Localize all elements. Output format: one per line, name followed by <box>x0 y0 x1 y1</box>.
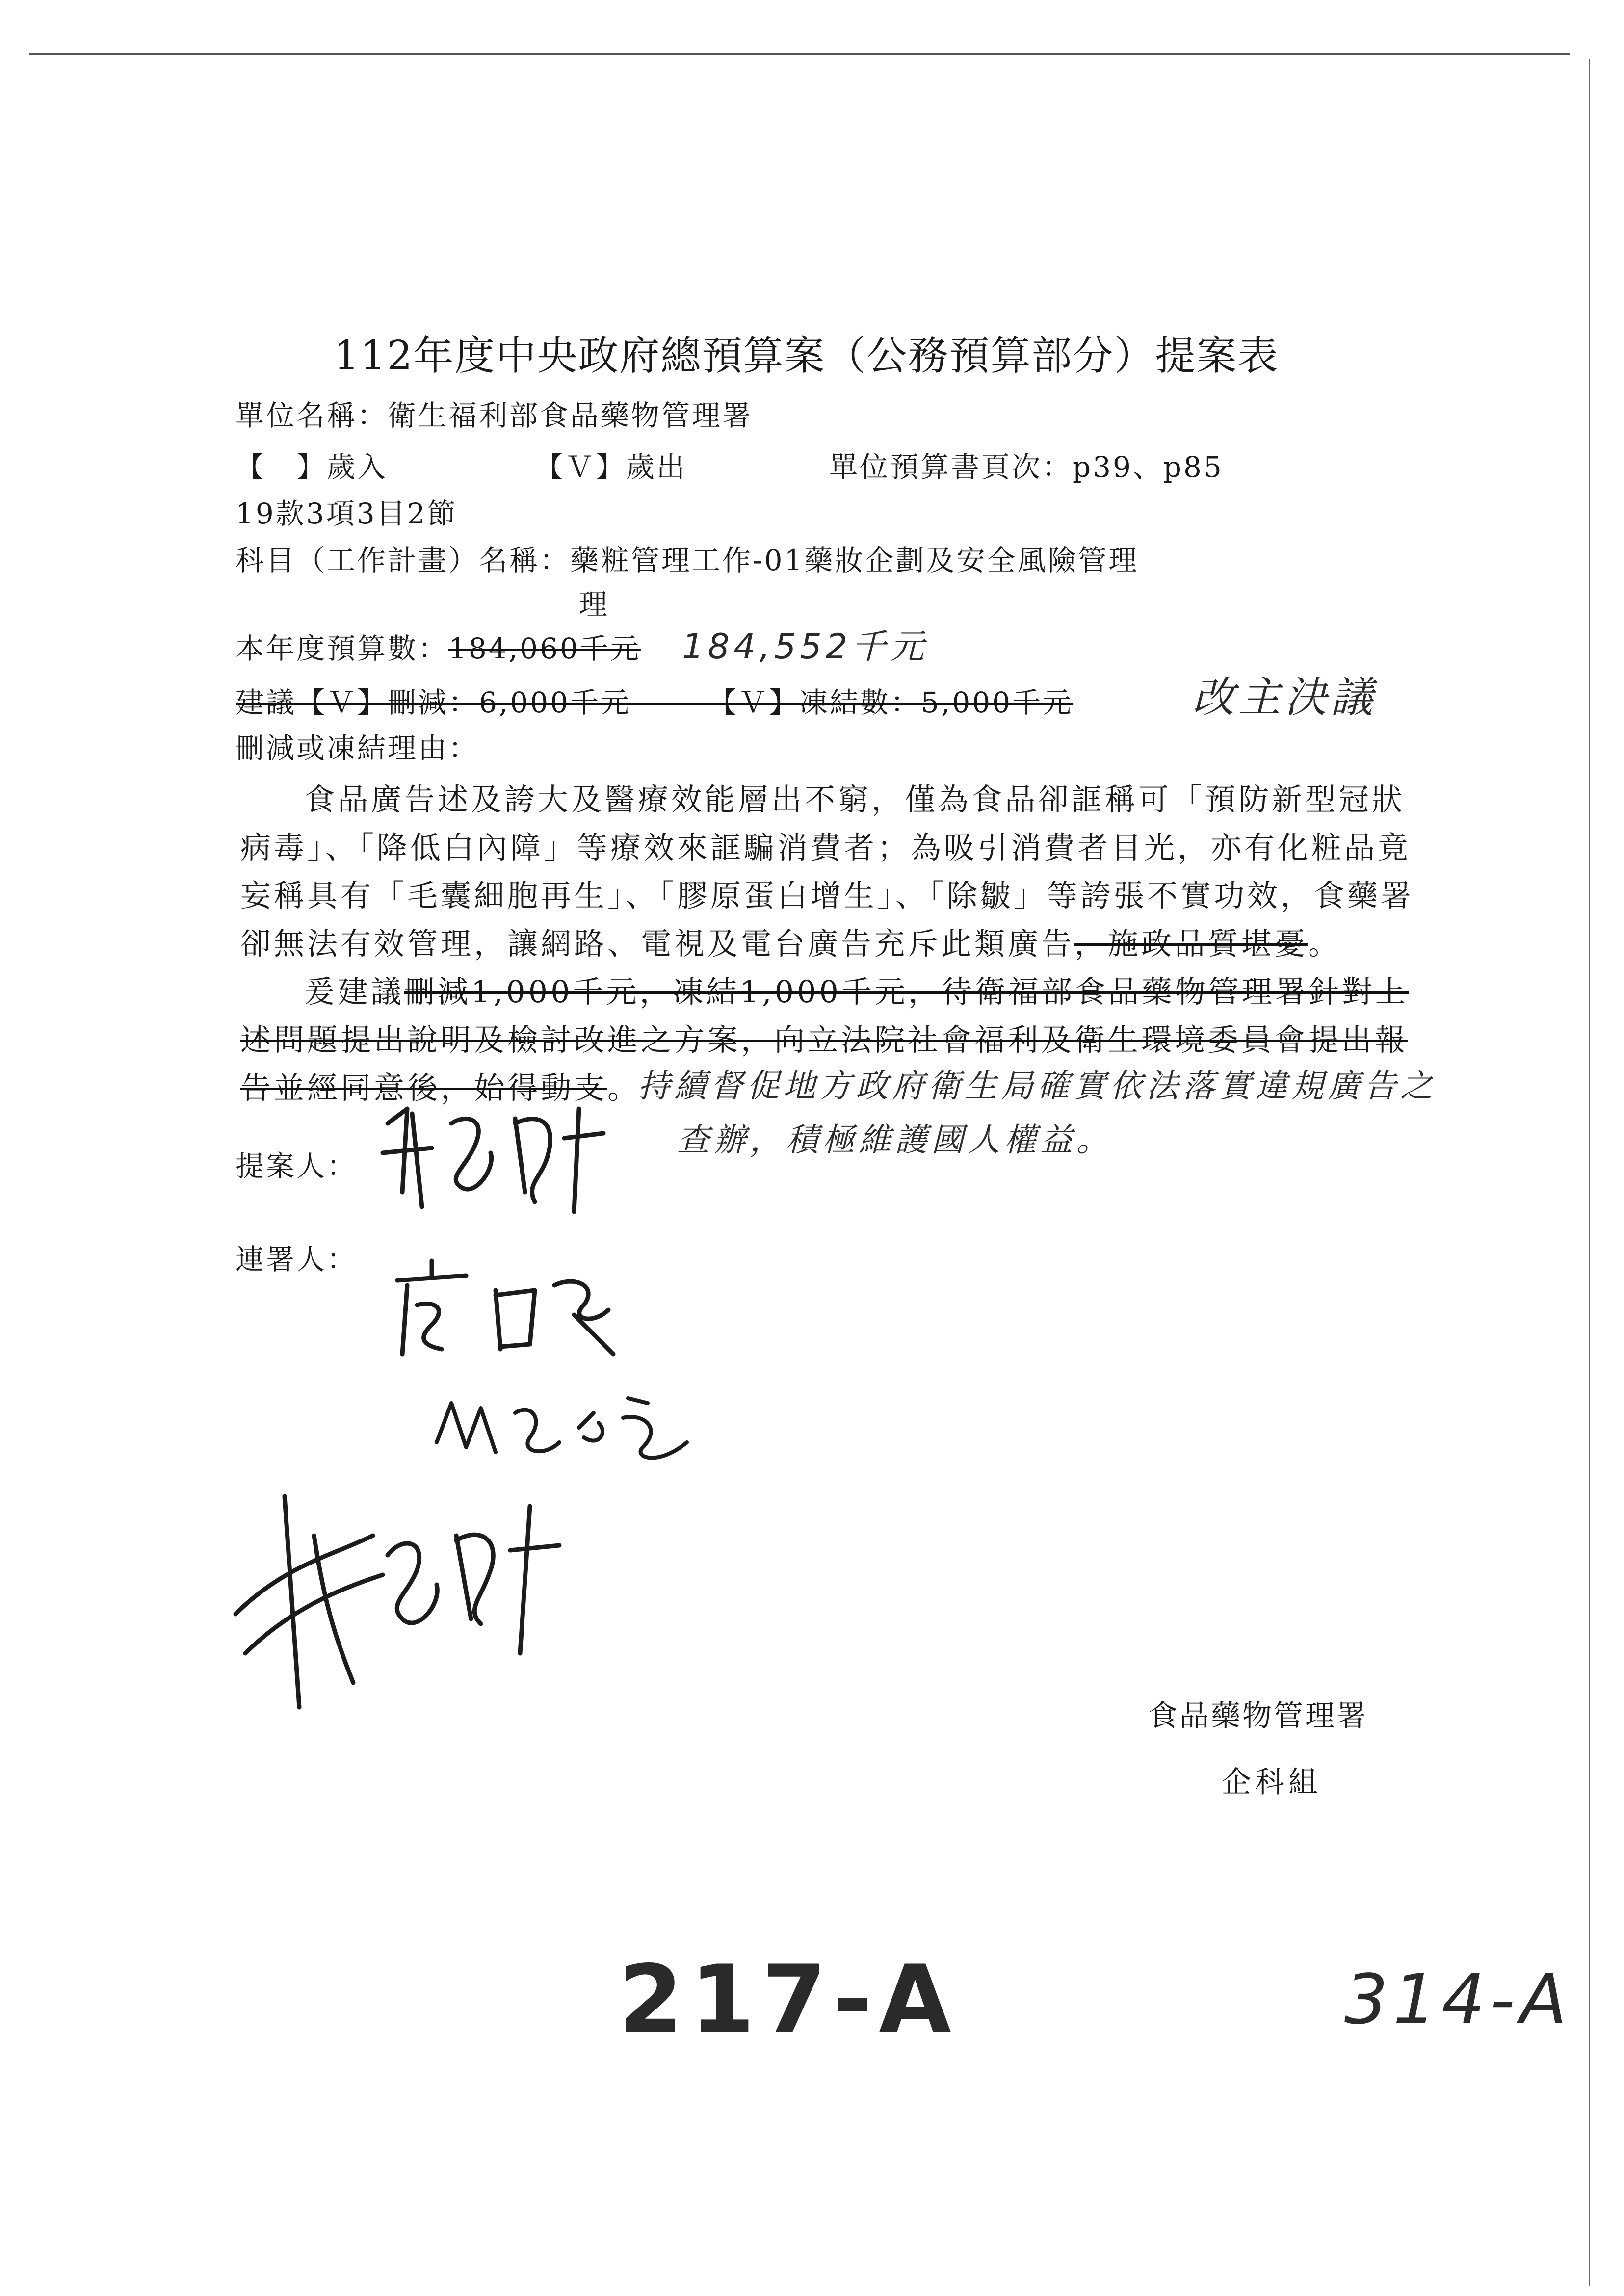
cosigner-signature-3 <box>226 1477 579 1714</box>
proposal-struck-line: 建議【Ｖ】刪減：6,000千元 【Ｖ】凍結數：5,000千元 <box>236 686 1074 719</box>
handwritten-addition-line-1: 持續督促地方政府衛生局確實依法落實違規廣告之 <box>638 1067 1437 1105</box>
proposal-para-end: 。 <box>607 1070 641 1106</box>
proposal-para-struck-3: 告並經同意後，始得動支 <box>240 1070 608 1106</box>
revenue-checkbox: 【 】歲入 <box>236 450 388 484</box>
proposal-handwritten-note: 改主決議 <box>1192 673 1377 722</box>
budget-pages: 單位預算書頁次：p39、p85 <box>829 450 1224 484</box>
subject-name: 科目（工作計畫）名稱：藥粧管理工作-01藥妝企劃及安全風險管理 <box>236 544 1139 577</box>
agency-name: 食品藥物管理署 <box>1148 1699 1368 1733</box>
budget-label: 本年度預算數： <box>236 632 449 665</box>
reason-line-3: 妄稱具有「毛囊細胞再生」、「膠原蛋白增生」、「除皺」等誇張不實功效，食藥署 <box>240 878 1414 913</box>
budget-original-struck: 184,060千元 <box>448 632 641 665</box>
reason-label: 刪減或凍結理由： <box>236 731 479 765</box>
proposal-para-line-2: 述問題提出說明及檢討改進之方案，向立法院社會福利及衛生環境委員會提出報 <box>240 1022 1409 1058</box>
proposer-signature <box>378 1094 633 1224</box>
subject-name-continued: 理 <box>579 588 610 621</box>
top-border-line <box>29 53 1570 55</box>
proposal-para-kept: 爰建議 <box>304 974 405 1010</box>
proposal-para-struck-1: 刪減1,000千元，凍結1,000千元，待衛福部食品藥物管理署針對上 <box>404 974 1409 1010</box>
budget-amount-row <box>236 626 641 667</box>
proposal-para-line-1 <box>304 967 1409 1011</box>
cosigner-signature-2 <box>432 1383 707 1484</box>
budget-handwritten-amount: 184,552千元 <box>682 626 928 667</box>
reason-line-1: 食品廣告述及誇大及醫療效能層出不窮，僅為食品卻誆稱可「預防新型冠狀 <box>304 782 1406 817</box>
reason-line-4-end: 。 <box>1308 926 1342 962</box>
proposer-label: 提案人： <box>236 1149 358 1183</box>
unit-name: 單位名稱：衛生福利部食品藥物管理署 <box>236 399 753 432</box>
reason-line-2: 病毒」、「降低白內障」等療效來誆騙消費者；為吸引消費者目光，亦有化粧品竟 <box>240 830 1412 865</box>
budget-section: 19款3項3目2節 <box>236 497 458 530</box>
cosigner-signature-1 <box>388 1256 653 1366</box>
right-border-line <box>1589 59 1590 2286</box>
reason-line-4 <box>240 919 1341 963</box>
handwritten-addition-line-2: 查辦，積極維護國人權益。 <box>677 1121 1113 1159</box>
form-title: 112年度中央政府總預算案（公務預算部分）提案表 <box>334 333 1279 379</box>
expenditure-checkbox: 【Ｖ】歲出 <box>535 450 687 484</box>
division-name: 企科組 <box>1222 1765 1322 1800</box>
handwritten-number-314: 314-A <box>1344 1960 1572 2040</box>
handwritten-number-217: 217-A <box>618 1945 958 2054</box>
reason-line-4-text: 卻無法有效管理，讓網路、電視及電台廣告充斥此類廣告 <box>240 926 1075 962</box>
reason-line-4-struck: ，施政品質堪憂 <box>1074 926 1309 962</box>
cosigner-label: 連署人： <box>236 1243 358 1276</box>
